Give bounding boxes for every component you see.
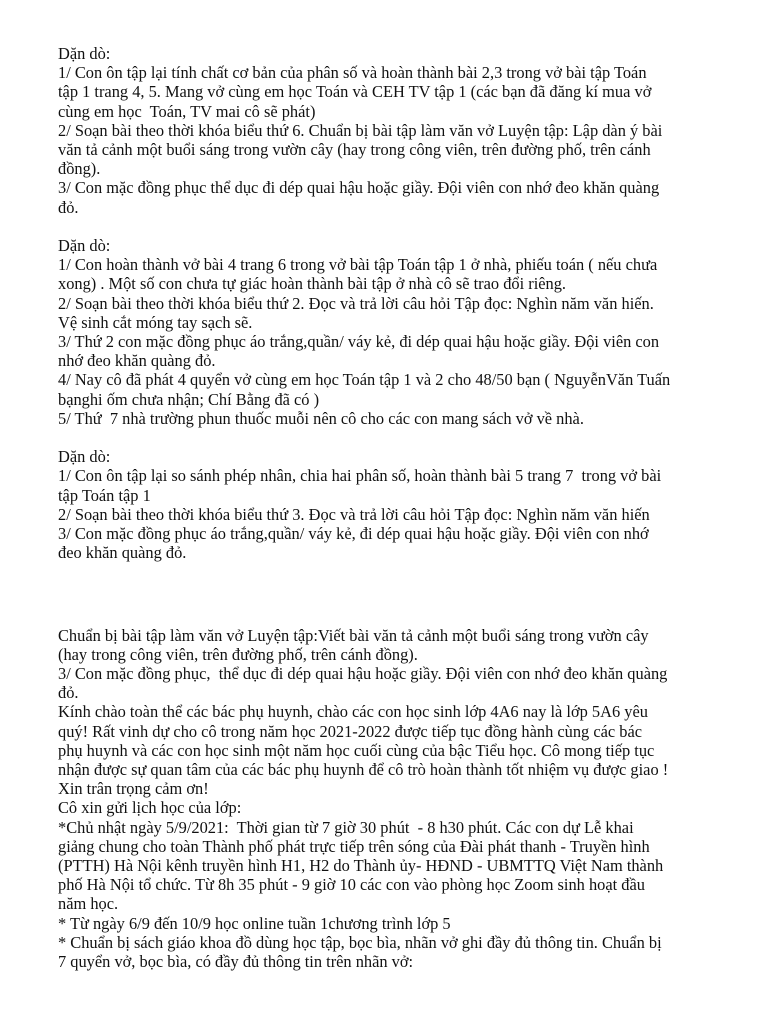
text-line: 1/ Con ôn tập lại tính chất cơ bản của phân số và hoàn thành bài 2,3 trong vở bài tập Toán <box>58 63 647 83</box>
section-heading: Dặn dò: <box>58 236 111 256</box>
section-heading: Dặn dò: <box>58 447 111 467</box>
text-line: 3/ Con mặc đồng phục thể dục đi dép quai hậu hoặc giầy. Đội viên con nhớ đeo khăn quàng <box>58 178 660 198</box>
closing-section <box>58 626 738 972</box>
document-page <box>58 44 738 990</box>
text-line: Cô xin gửi lịch học của lớp: <box>58 798 242 818</box>
text-line: 3/ Con mặc đồng phục, thể dục đi dép quai hậu hoặc giầy. Đội viên con nhớ đeo khăn quàng <box>58 664 668 684</box>
text-line: giảng chung cho toàn Thành phố phát trực tiếp trên sóng của Đài phát thanh - Truyền hình <box>58 836 650 856</box>
text-line: * Chuẩn bị sách giáo khoa đồ dùng học tập, bọc bìa, nhãn vở ghi đầy đủ thông tin. Chuẩn bị <box>58 932 662 952</box>
text-line: Chuẩn bị bài tập làm văn vở Luyện tập:Viết bài văn tả cảnh một buổi sáng trong vườn cây <box>58 625 649 645</box>
text-line: Kính chào toàn thể các bác phụ huynh, chào các con học sinh lớp 4A6 nay là lớp 5A6 yêu <box>58 702 648 722</box>
text-line: 2/ Soạn bài theo thời khóa biểu thứ 6. Chuẩn bị bài tập làm văn vở Luyện tập: Lập dàn ý bài <box>58 120 663 140</box>
text-line: phụ huynh và các con học sinh một năm học cuối cùng của bậc Tiểu học. Cô mong tiếp tục <box>58 740 655 760</box>
text-line: nhớ đeo khăn quàng đỏ. <box>58 351 216 371</box>
text-line: năm học. <box>58 894 119 914</box>
text-line: 3/ Con mặc đồng phục áo trắng,quần/ váy kẻ, đi dép quai hậu hoặc giầy. Đội viên con nhớ <box>58 524 649 544</box>
text-line: xong) . Một số con chưa tự giác hoàn thành bài tập ở nhà cô sẽ trao đổi riêng. <box>58 274 567 294</box>
text-line: cùng em học Toán, TV mai cô sẽ phát) <box>58 101 316 121</box>
homework-section-1 <box>58 44 738 217</box>
homework-section-3 <box>58 447 738 562</box>
text-line: đeo khăn quàng đỏ. <box>58 543 187 563</box>
text-line: tập Toán tập 1 <box>58 485 151 505</box>
text-line: đỏ. <box>58 197 79 217</box>
text-line: 1/ Con ôn tập lại so sánh phép nhân, chia hai phân số, hoàn thành bài 5 trang 7 trong vở bài <box>58 466 662 486</box>
text-line: Vệ sinh cắt móng tay sạch sẽ. <box>58 312 253 332</box>
text-line: văn tả cảnh một buổi sáng trong vườn cây (hay trong công viên, trên đường phố, trên cánh <box>58 140 651 160</box>
text-line: 3/ Thứ 2 con mặc đồng phục áo trắng,quần/ váy kẻ, đi dép quai hậu hoặc giầy. Đội viên con <box>58 332 660 352</box>
text-line: quý! Rất vinh dự cho cô trong năm học 2021-2022 được tiếp tục đồng hành cùng các bác <box>58 721 643 741</box>
text-line: bạnghi ốm chưa nhận; Chí Bằng đã có ) <box>58 389 320 409</box>
text-line: 7 quyển vở, bọc bìa, có đầy đủ thông tin trên nhãn vở: <box>58 952 414 972</box>
text-line: Xin trân trọng cảm ơn! <box>58 779 209 799</box>
text-line: (hay trong công viên, trên đường phố, trên cánh đồng). <box>58 644 418 664</box>
homework-section-2 <box>58 236 738 428</box>
text-line: 4/ Nay cô đã phát 4 quyển vở cùng em học Toán tập 1 và 2 cho 48/50 bạn ( NguyễnVăn Tuấn <box>58 370 671 390</box>
text-line: tập 1 trang 4, 5. Mang vở cùng em học Toán và CEH TV tập 1 (các bạn đã đăng kí mua vở <box>58 82 652 102</box>
text-line: nhận được sự quan tâm của các bác phụ huynh để cô trò hoàn thành tốt nhiệm vụ được giao ! <box>58 760 669 780</box>
text-line: *Chủ nhật ngày 5/9/2021: Thời gian từ 7 giờ 30 phút - 8 h30 phút. Các con dự Lễ khai <box>58 817 634 837</box>
text-line: * Từ ngày 6/9 đến 10/9 học online tuần 1chương trình lớp 5 <box>58 913 451 933</box>
text-line: 1/ Con hoàn thành vở bài 4 trang 6 trong vở bài tập Toán tập 1 ở nhà, phiếu toán ( nếu chưa <box>58 255 658 275</box>
text-line: 2/ Soạn bài theo thời khóa biểu thứ 3. Đọc và trả lời câu hỏi Tập đọc: Nghìn năm văn hiến <box>58 504 650 524</box>
section-heading: Dặn dò: <box>58 44 111 63</box>
text-line: 5/ Thứ 7 nhà trường phun thuốc muỗi nên cô cho các con mang sách vở về nhà. <box>58 408 584 428</box>
text-line: (PTTH) Hà Nội kênh truyền hình H1, H2 do Thành ủy- HĐND - UBMTTQ Việt Nam thành <box>58 856 664 876</box>
text-line: đỏ. <box>58 683 79 703</box>
text-line: đồng). <box>58 159 101 179</box>
spacer <box>58 582 738 626</box>
text-line: 2/ Soạn bài theo thời khóa biểu thứ 2. Đọc và trả lời câu hỏi Tập đọc: Nghìn năm văn hiến. <box>58 293 654 313</box>
text-line: phố Hà Nội tổ chức. Từ 8h 35 phút - 9 giờ 10 các con vào phòng học Zoom sinh hoạt đầu <box>58 875 645 895</box>
